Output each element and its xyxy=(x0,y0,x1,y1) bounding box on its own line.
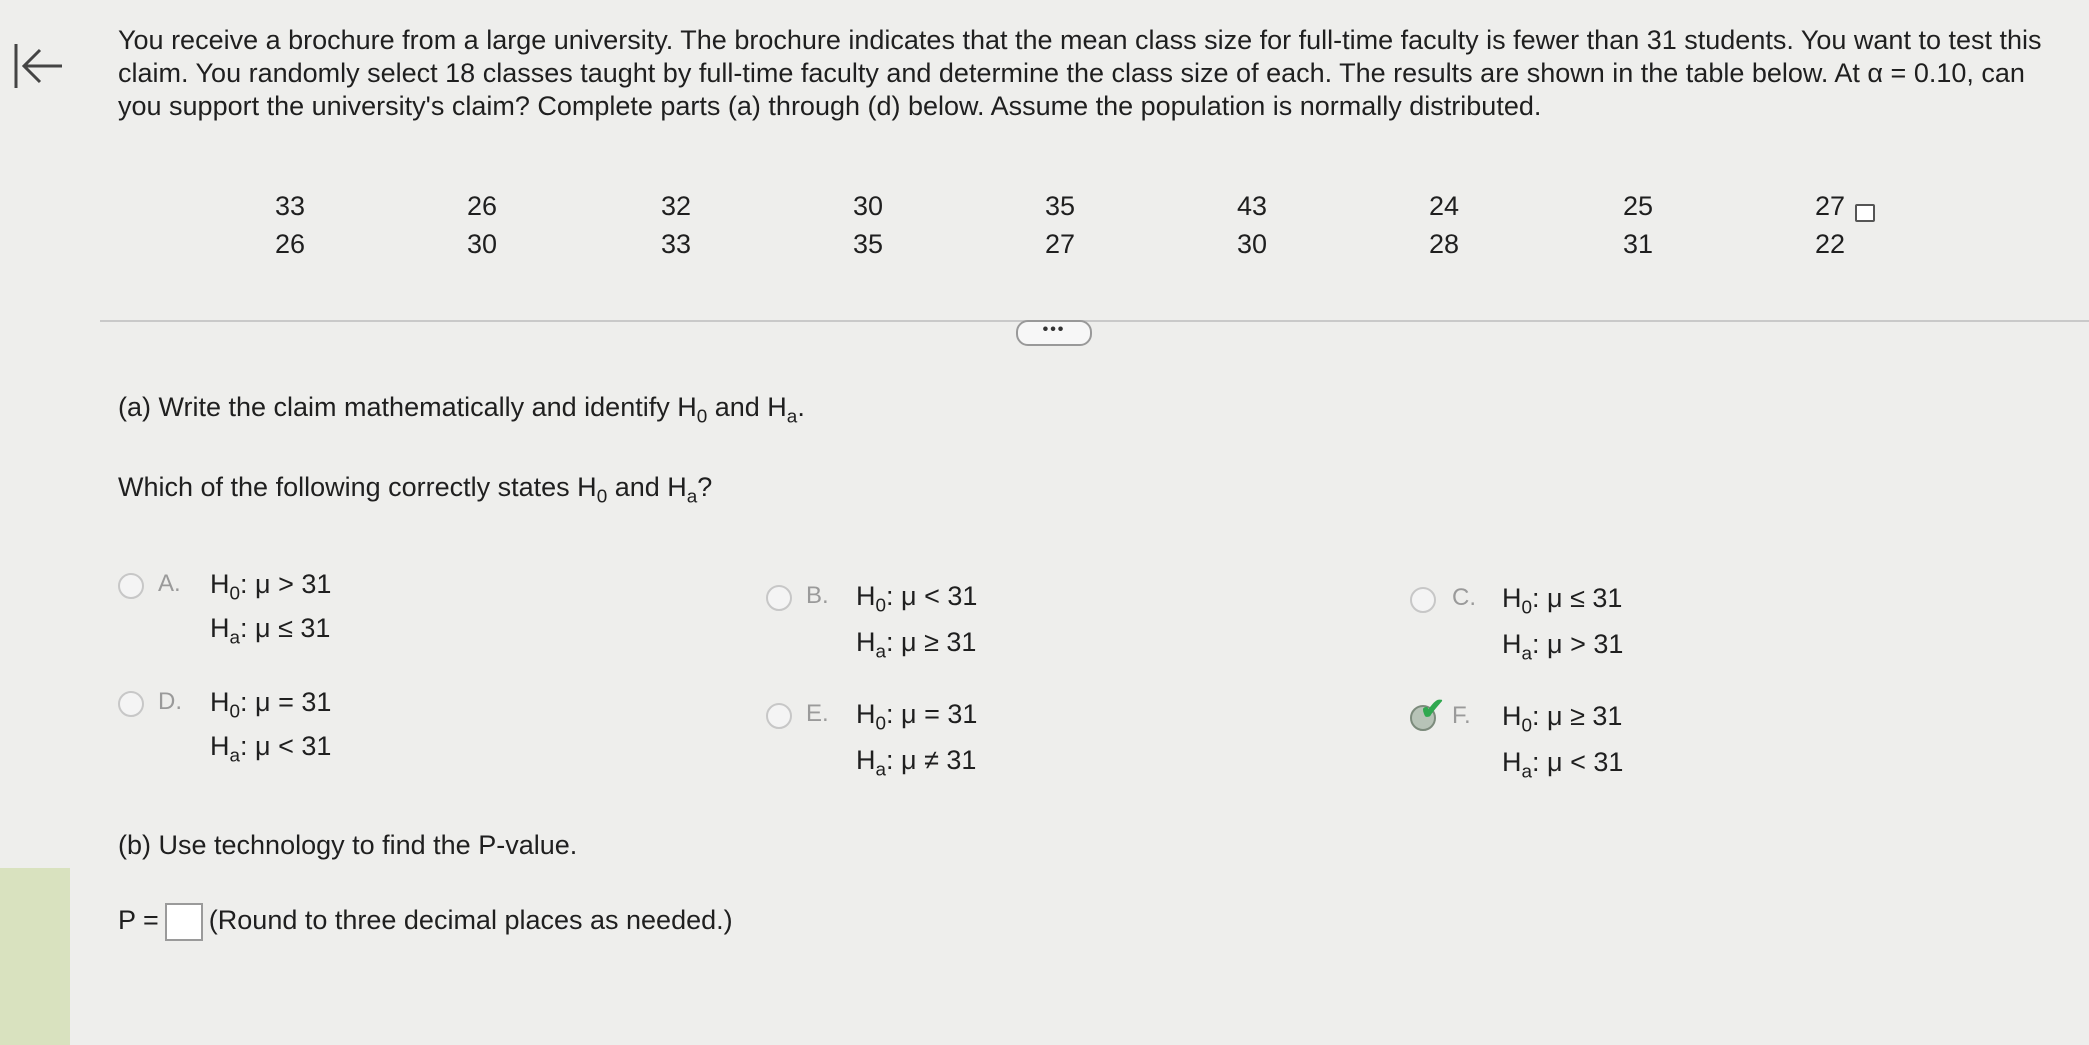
h0-line: $H_0$: μ = 31 xyxy=(210,687,332,723)
ha-expression: : μ ≥ 31 xyxy=(886,627,977,657)
ha-line: $H_a$: μ < 31 xyxy=(1502,747,1624,783)
ha-line: $H_a$: μ ≠ 31 xyxy=(856,745,977,781)
subscript: a xyxy=(229,745,241,767)
subscript: 0 xyxy=(875,713,887,735)
option-e[interactable] xyxy=(766,692,1066,792)
option-letter: F. xyxy=(1452,702,1471,729)
part-a-text: (a) Write the claim mathematically and identify H xyxy=(118,392,697,422)
question-part: ? xyxy=(697,472,713,502)
part-a-prompt xyxy=(118,392,805,429)
radio-button[interactable] xyxy=(118,573,144,599)
copy-data-icon[interactable] xyxy=(1855,204,1875,222)
h0-expression: : μ < 31 xyxy=(886,581,978,611)
h0-line: $H_0$: μ ≥ 31 xyxy=(1502,701,1623,737)
h0-line: $H_0$: μ < 31 xyxy=(856,581,978,617)
rounding-hint: (Round to three decimal places as needed.) xyxy=(208,905,733,936)
subscript: 0 xyxy=(1521,597,1533,619)
option-letter: E. xyxy=(806,700,829,727)
question-part: and H xyxy=(607,472,687,502)
data-cell: 28 xyxy=(1428,229,1460,259)
subscript: a xyxy=(686,486,698,508)
h0-expression: : μ ≥ 31 xyxy=(1532,701,1623,731)
ha-line: $H_a$: μ < 31 xyxy=(210,731,332,767)
data-cell: 33 xyxy=(274,191,306,221)
p-value-row xyxy=(118,903,733,941)
option-f[interactable] xyxy=(1410,694,1710,794)
data-cell: 25 xyxy=(1622,191,1654,221)
h0-expression: : μ = 31 xyxy=(886,699,978,729)
subscript: a xyxy=(1521,643,1533,665)
subscript: 0 xyxy=(696,406,708,428)
check-icon: ✔ xyxy=(1420,693,1446,726)
data-cell: 33 xyxy=(660,229,692,259)
part-a-text: and H xyxy=(707,392,787,422)
part-b-prompt: (b) Use technology to find the P-value. xyxy=(118,830,578,860)
data-cell: 27 xyxy=(1044,229,1076,259)
option-letter: A. xyxy=(158,570,181,597)
h0-expression: : μ ≤ 31 xyxy=(1532,583,1623,613)
radio-button[interactable] xyxy=(1410,587,1436,613)
data-cell: 35 xyxy=(1044,191,1076,221)
data-cell: 30 xyxy=(1236,229,1268,259)
radio-button[interactable] xyxy=(766,585,792,611)
data-cell: 32 xyxy=(660,191,692,221)
ha-expression: : μ ≠ 31 xyxy=(886,745,977,775)
subscript: a xyxy=(229,627,241,649)
h0-expression: : μ > 31 xyxy=(240,569,332,599)
ha-line: $H_a$: μ > 31 xyxy=(1502,629,1624,665)
option-a[interactable] xyxy=(118,562,418,662)
ha-expression: : μ < 31 xyxy=(1532,747,1624,777)
data-cell: 27 xyxy=(1814,191,1846,221)
subscript: 0 xyxy=(875,595,887,617)
back-to-start-button[interactable] xyxy=(10,38,66,94)
data-cell: 30 xyxy=(852,191,884,221)
radio-button[interactable] xyxy=(766,703,792,729)
radio-button[interactable] xyxy=(118,691,144,717)
subscript: a xyxy=(875,641,887,663)
data-cell: 31 xyxy=(1622,229,1654,259)
data-cell: 43 xyxy=(1236,191,1268,221)
option-letter: C. xyxy=(1452,584,1476,611)
back-to-start-icon xyxy=(10,38,66,94)
data-cell: 22 xyxy=(1814,229,1846,259)
data-cell: 30 xyxy=(466,229,498,259)
subscript: a xyxy=(1521,761,1533,783)
divider xyxy=(100,320,2089,322)
data-cell: 26 xyxy=(466,191,498,221)
subscript: 0 xyxy=(596,486,608,508)
subscript: a xyxy=(786,406,798,428)
h0-line: $H_0$: μ ≤ 31 xyxy=(1502,583,1623,619)
sidebar-tab xyxy=(0,868,70,1045)
h0-expression: : μ = 31 xyxy=(240,687,332,717)
option-d[interactable] xyxy=(118,680,418,780)
problem-statement: You receive a brochure from a large university. The brochure indicates that the mean class size for full-time faculty is fewer than 31 students. You want to test this claim. You randomly select 18 classes taught by full-time faculty and determine the class size of each. The results are shown in the table below. At α = 0.10, can you support the university's claim? Complete parts (a) through (d) below. Assume the population is normally distributed. xyxy=(118,25,2042,121)
data-cell: 26 xyxy=(274,229,306,259)
show-more-button[interactable]: ••• xyxy=(1016,320,1092,346)
ha-expression: : μ < 31 xyxy=(240,731,332,761)
subscript: 0 xyxy=(229,583,241,605)
option-letter: D. xyxy=(158,688,182,715)
ha-expression: : μ ≤ 31 xyxy=(240,613,331,643)
ha-line: $H_a$: μ ≤ 31 xyxy=(210,613,331,649)
subscript: 0 xyxy=(1521,715,1533,737)
subscript: a xyxy=(875,759,887,781)
ha-line: $H_a$: μ ≥ 31 xyxy=(856,627,977,663)
data-cell: 35 xyxy=(852,229,884,259)
p-label: P = xyxy=(118,905,159,936)
option-b[interactable] xyxy=(766,574,1066,674)
h0-line: $H_0$: μ = 31 xyxy=(856,699,978,735)
subscript: 0 xyxy=(229,701,241,723)
ha-expression: : μ > 31 xyxy=(1532,629,1624,659)
h0-line: $H_0$: μ > 31 xyxy=(210,569,332,605)
part-a-text: . xyxy=(797,392,805,422)
data-cell: 24 xyxy=(1428,191,1460,221)
option-letter: B. xyxy=(806,582,829,609)
p-value-input[interactable] xyxy=(165,903,203,941)
question-part: Which of the following correctly states H xyxy=(118,472,597,502)
question-text xyxy=(118,472,712,509)
option-c[interactable] xyxy=(1410,576,1710,676)
